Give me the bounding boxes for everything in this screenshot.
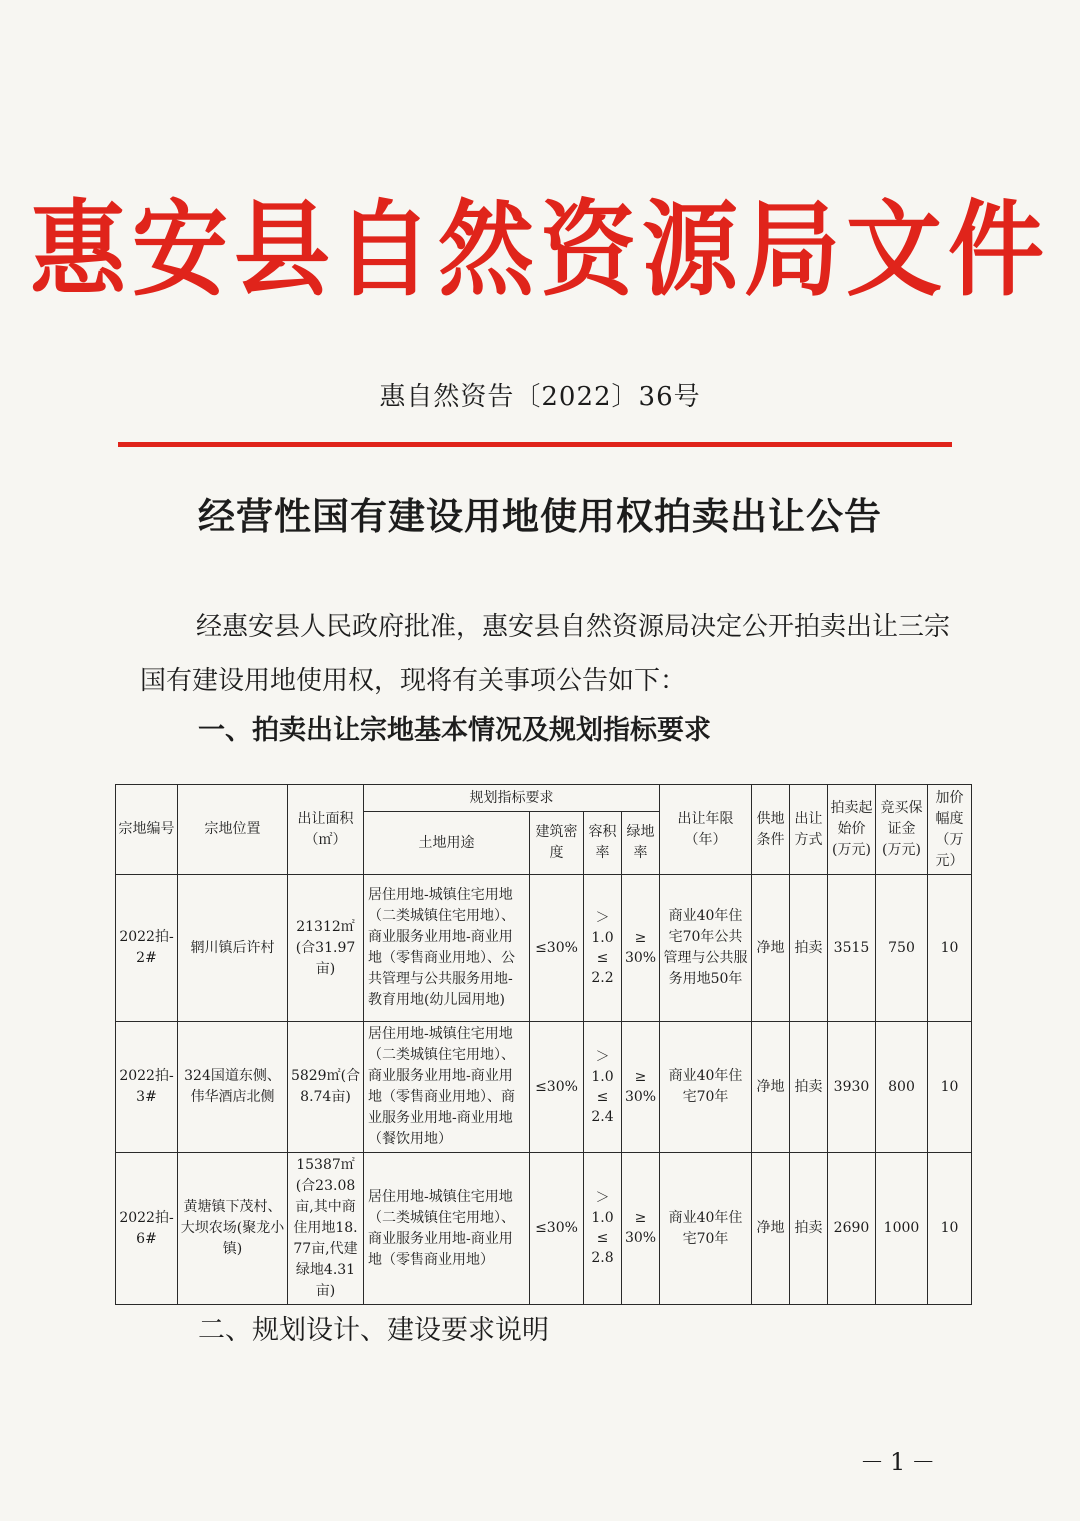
header-increment: 加价幅度（万元）	[928, 785, 972, 875]
header-green: 绿地率	[622, 812, 660, 875]
table-row	[116, 1153, 972, 1305]
notice-title: 经营性国有建设用地使用权拍卖出让公告	[198, 495, 882, 538]
section-heading-2: 二、规划设计、建设要求说明	[198, 1315, 549, 1346]
green-value: 30%	[624, 949, 657, 966]
green-ge: ≥	[634, 1210, 647, 1226]
cell-density: ≤30%	[530, 1022, 584, 1153]
cell-increment: 10	[928, 875, 972, 1022]
header-supply: 供地条件	[752, 785, 790, 875]
cell-area: 15387㎡(合23.08亩,其中商住用地18.77亩,代建绿地4.31亩)	[288, 1153, 364, 1305]
cell-parcel-id: 2022拍-2#	[116, 875, 178, 1022]
cell-far	[584, 1153, 622, 1305]
far-min: 1.0	[591, 929, 614, 946]
cell-far	[584, 875, 622, 1022]
cell-location: 黄塘镇下茂村、大坝农场(聚龙小镇)	[178, 1153, 288, 1305]
header-far: 容积率	[584, 812, 622, 875]
cell-far	[584, 1022, 622, 1153]
cell-method: 拍卖	[790, 1022, 828, 1153]
cell-density: ≤30%	[530, 875, 584, 1022]
cell-location: 324国道东侧、伟华酒店北侧	[178, 1022, 288, 1153]
cell-method: 拍卖	[790, 1153, 828, 1305]
far-le: ≤	[596, 949, 609, 966]
table-row	[116, 875, 972, 1022]
intro-paragraph: 经惠安县人民政府批准，惠安县自然资源局决定公开拍卖出让三宗国有建设用地使用权，现将有关事项公告如下：	[140, 612, 951, 696]
document-number: 惠自然资告〔2022〕36号	[379, 382, 701, 412]
cell-land-use: 居住用地-城镇住宅用地（二类城镇住宅用地）、商业服务业用地-商业用地（零售商业用地）、商业服务业用地-商业用地（餐饮用地）	[364, 1022, 530, 1153]
cell-supply: 净地	[752, 1022, 790, 1153]
cell-start-price: 2690	[828, 1153, 876, 1305]
far-max: 2.8	[591, 1250, 614, 1266]
cell-area: 5829㎡(合8.74亩)	[288, 1022, 364, 1153]
far-gt: ＞	[595, 1190, 610, 1206]
table-row	[116, 1022, 972, 1153]
cell-density: ≤30%	[530, 1153, 584, 1305]
far-max: 2.2	[591, 969, 614, 986]
cell-area: 21312㎡(合31.97亩)	[288, 875, 364, 1022]
header-planning: 规划指标要求	[364, 785, 660, 812]
cell-increment: 10	[928, 1022, 972, 1153]
cell-land-use: 居住用地-城镇住宅用地（二类城镇住宅用地）、商业服务业用地-商业用地（零售商业用地）、公共管理与公共服务用地-教育用地(幼儿园用地)	[364, 875, 530, 1022]
section-heading-1: 一、拍卖出让宗地基本情况及规划指标要求	[198, 715, 711, 746]
far-gt: ＞	[595, 909, 610, 926]
green-value: 30%	[624, 1088, 657, 1105]
cell-start-price: 3515	[828, 875, 876, 1022]
green-value: 30%	[624, 1230, 657, 1246]
header-location: 宗地位置	[178, 785, 288, 875]
cell-parcel-id: 2022拍-6#	[116, 1153, 178, 1305]
red-divider	[118, 442, 952, 447]
header-land-use: 土地用途	[364, 812, 530, 875]
far-min: 1.0	[591, 1210, 614, 1226]
header-deposit: 竞买保证金(万元)	[876, 785, 928, 875]
cell-green	[622, 1153, 660, 1305]
cell-deposit: 800	[876, 1022, 928, 1153]
far-max: 2.4	[591, 1108, 614, 1125]
header-start-price: 拍卖起始价(万元)	[828, 785, 876, 875]
cell-location: 辋川镇后许村	[178, 875, 288, 1022]
cell-green	[622, 1022, 660, 1153]
far-gt: ＞	[595, 1048, 610, 1065]
green-ge: ≥	[634, 929, 647, 946]
cell-term: 商业40年住宅70年	[660, 1153, 752, 1305]
cell-start-price: 3930	[828, 1022, 876, 1153]
cell-deposit: 1000	[876, 1153, 928, 1305]
cell-term: 商业40年住宅70年公共管理与公共服务用地50年	[660, 875, 752, 1022]
green-ge: ≥	[634, 1068, 647, 1085]
far-min: 1.0	[591, 1068, 614, 1085]
cell-increment: 10	[928, 1153, 972, 1305]
cell-method: 拍卖	[790, 875, 828, 1022]
page-number: －1－	[860, 1448, 942, 1476]
cell-parcel-id: 2022拍-3#	[116, 1022, 178, 1153]
header-term: 出让年限（年）	[660, 785, 752, 875]
far-le: ≤	[596, 1230, 609, 1246]
header-parcel-id: 宗地编号	[116, 785, 178, 875]
cell-supply: 净地	[752, 1153, 790, 1305]
cell-land-use: 居住用地-城镇住宅用地（二类城镇住宅用地）、商业服务业用地-商业用地（零售商业用地）	[364, 1153, 530, 1305]
land-parcel-table	[115, 784, 972, 1305]
far-le: ≤	[596, 1088, 609, 1105]
cell-supply: 净地	[752, 875, 790, 1022]
cell-term: 商业40年住宅70年	[660, 1022, 752, 1153]
header-method: 出让方式	[790, 785, 828, 875]
masthead-title: 惠安县自然资源局文件	[30, 188, 1050, 311]
cell-green	[622, 875, 660, 1022]
header-area: 出让面积（㎡）	[288, 785, 364, 875]
header-density: 建筑密度	[530, 812, 584, 875]
cell-deposit: 750	[876, 875, 928, 1022]
